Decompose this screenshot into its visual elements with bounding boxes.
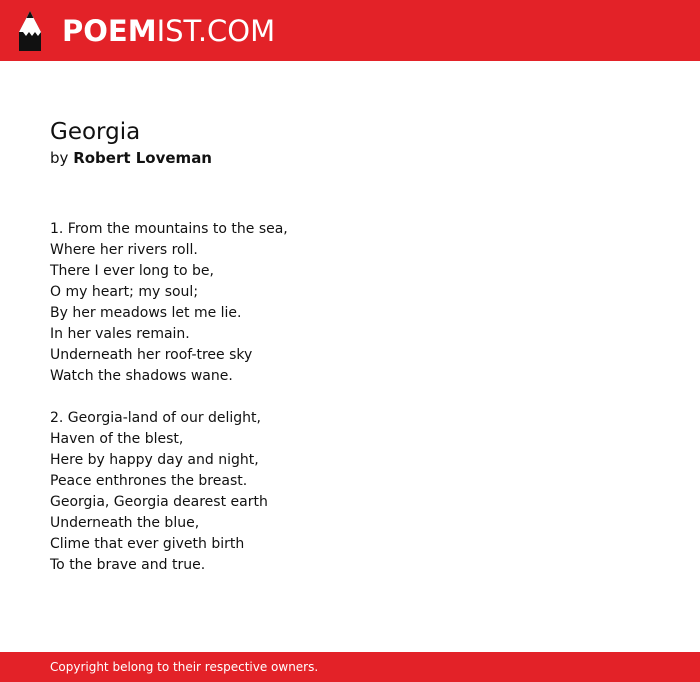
poem-line: Underneath the blue, bbox=[50, 515, 200, 531]
poem-line: To the brave and true. bbox=[50, 557, 206, 573]
poem-line: Clime that ever giveth birth bbox=[50, 536, 245, 552]
poem-line: By her meadows let me lie. bbox=[50, 305, 242, 321]
poem-line: O my heart; my soul; bbox=[50, 284, 199, 300]
poem-line: Where her rivers roll. bbox=[50, 242, 198, 258]
poem-line: In her vales remain. bbox=[50, 326, 190, 342]
logo-text-light: IST.COM bbox=[156, 13, 276, 48]
stanza-1 bbox=[50, 219, 650, 387]
stanza-2 bbox=[50, 408, 650, 576]
poem-byline bbox=[50, 147, 650, 169]
site-logo-text bbox=[62, 13, 276, 48]
byline-label: by bbox=[50, 149, 69, 167]
site-header bbox=[0, 0, 700, 61]
poem-line: Here by happy day and night, bbox=[50, 452, 259, 468]
poem-body bbox=[50, 219, 650, 576]
copyright-text: Copyright belong to their respective owners. bbox=[50, 660, 319, 674]
poem-line: Georgia, Georgia dearest earth bbox=[50, 494, 268, 510]
site-footer bbox=[0, 652, 700, 682]
poem-content bbox=[50, 117, 650, 597]
logo-text-bold: POEM bbox=[62, 13, 157, 48]
poem-line: Peace enthrones the breast. bbox=[50, 473, 248, 489]
poem-title: Georgia bbox=[50, 119, 141, 145]
site-logo-link[interactable] bbox=[18, 9, 275, 53]
poem-line: 1. From the mountains to the sea, bbox=[50, 221, 288, 237]
poem-line: There I ever long to be, bbox=[50, 263, 214, 279]
poem-line: Underneath her roof-tree sky bbox=[50, 347, 253, 363]
pencil-icon bbox=[18, 10, 42, 52]
poem-line: 2. Georgia-land of our delight, bbox=[50, 410, 261, 426]
author-link[interactable]: Robert Loveman bbox=[73, 149, 212, 167]
poem-line: Watch the shadows wane. bbox=[50, 368, 233, 384]
poem-line: Haven of the blest, bbox=[50, 431, 184, 447]
